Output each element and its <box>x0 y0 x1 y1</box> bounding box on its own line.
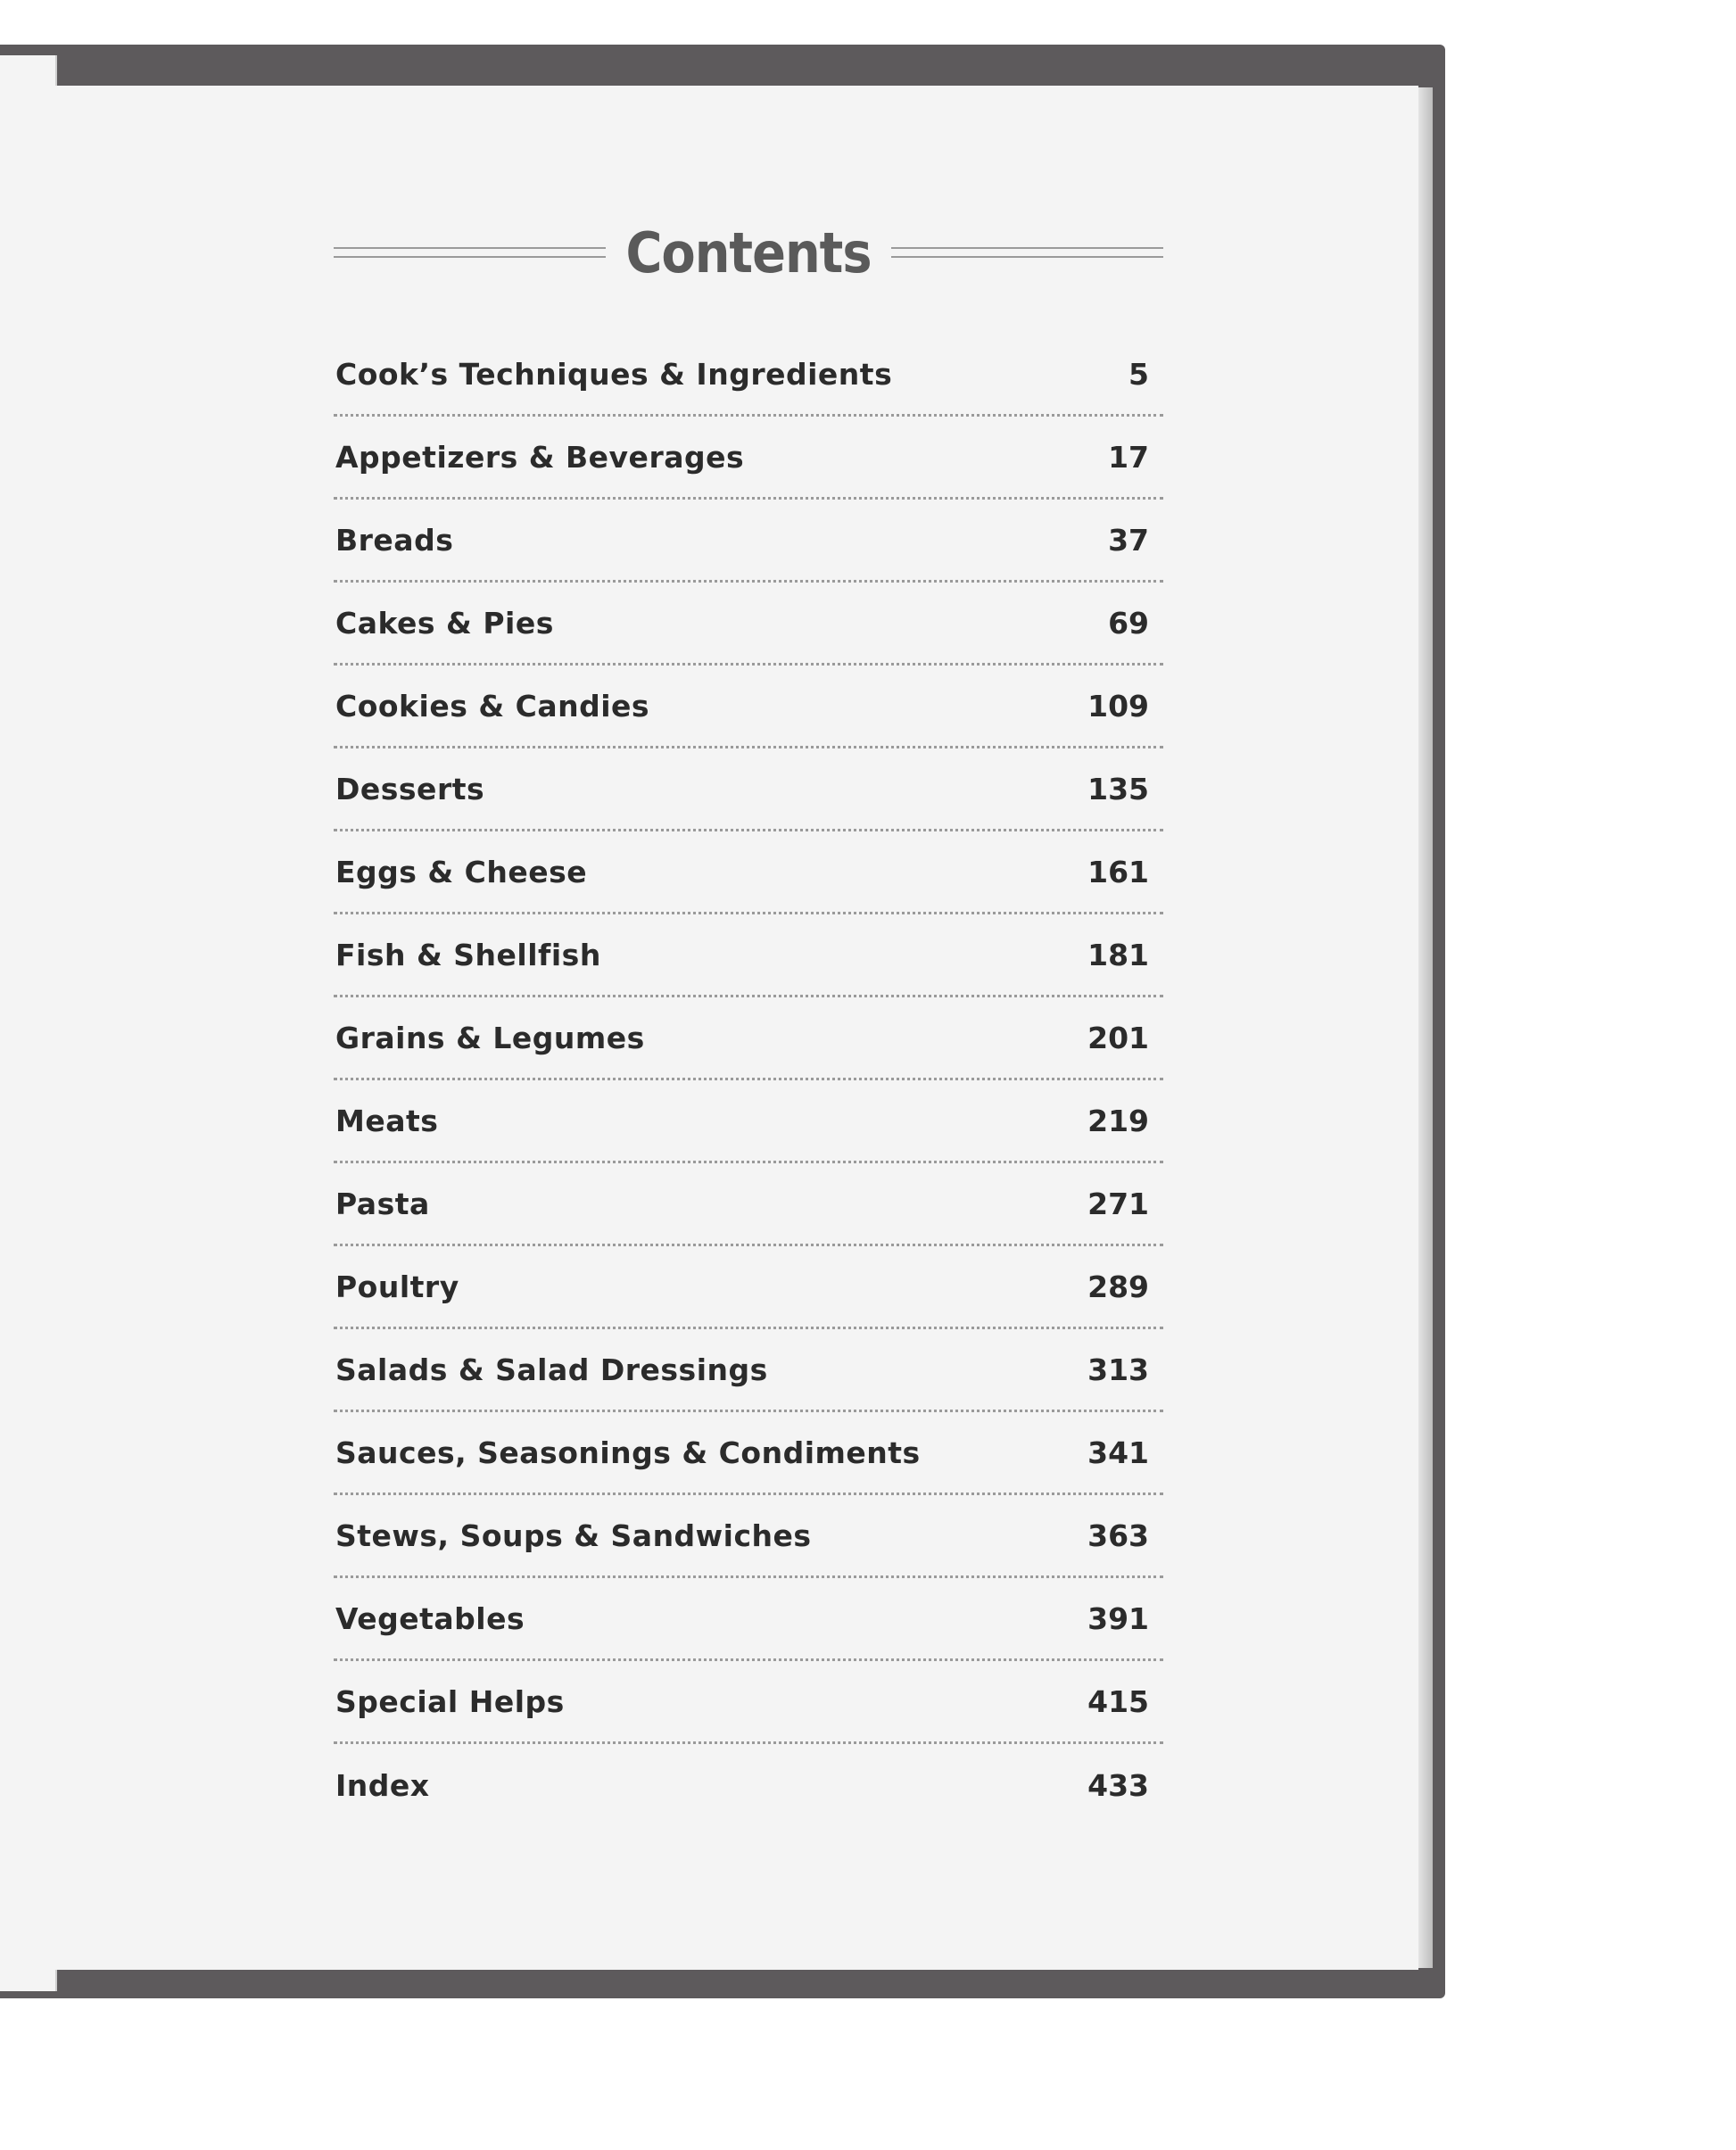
toc-entry-page-number: 181 <box>1087 937 1149 972</box>
left-page-edge <box>0 55 57 1991</box>
toc-list <box>334 334 1163 1827</box>
toc-entry <box>334 1578 1163 1661</box>
toc-entry <box>334 1163 1163 1246</box>
toc-entry <box>334 914 1163 997</box>
toc-entry <box>334 500 1163 583</box>
toc-entry-page-number: 69 <box>1108 605 1149 641</box>
toc-entry <box>334 1412 1163 1495</box>
toc-entry-page-number: 109 <box>1087 688 1149 724</box>
toc-entry-page-number: 219 <box>1087 1103 1149 1138</box>
table-of-contents <box>334 214 1163 1827</box>
toc-entry-label: Cookies & Candies <box>335 688 650 724</box>
toc-entry <box>334 1495 1163 1578</box>
toc-entry-page-number: 433 <box>1087 1768 1149 1803</box>
page-block-edge <box>1417 87 1433 1968</box>
toc-entry <box>334 1246 1163 1329</box>
toc-entry <box>334 1080 1163 1163</box>
toc-entry-label: Salads & Salad Dressings <box>335 1352 768 1387</box>
toc-entry-label: Index <box>335 1768 430 1803</box>
toc-entry <box>334 831 1163 914</box>
toc-entry-label: Cakes & Pies <box>335 605 554 641</box>
toc-entry-page-number: 391 <box>1087 1600 1149 1636</box>
toc-entry-page-number: 341 <box>1087 1435 1149 1470</box>
toc-entry <box>334 417 1163 500</box>
title-rule-left <box>334 247 606 258</box>
toc-entry-page-number: 17 <box>1108 439 1149 475</box>
toc-entry-page-number: 5 <box>1128 356 1149 392</box>
toc-entry <box>334 334 1163 417</box>
toc-entry <box>334 997 1163 1080</box>
toc-entry-page-number: 363 <box>1087 1517 1149 1553</box>
title-row <box>334 214 1163 291</box>
toc-entry-label: Eggs & Cheese <box>335 854 588 889</box>
toc-entry-page-number: 313 <box>1087 1352 1149 1387</box>
toc-entry-label: Pasta <box>335 1186 430 1221</box>
toc-entry-page-number: 161 <box>1087 854 1149 889</box>
toc-entry-page-number: 201 <box>1087 1020 1149 1055</box>
toc-entry <box>334 1661 1163 1744</box>
toc-entry-page-number: 135 <box>1087 771 1149 806</box>
toc-entry <box>334 1329 1163 1412</box>
toc-entry-label: Fish & Shellfish <box>335 937 601 972</box>
toc-entry-label: Meats <box>335 1103 439 1138</box>
toc-entry-label: Poultry <box>335 1269 459 1304</box>
toc-entry-label: Cook’s Techniques & Ingredients <box>335 356 893 392</box>
toc-entry-page-number: 271 <box>1087 1186 1149 1221</box>
toc-entry <box>334 748 1163 831</box>
toc-entry <box>334 666 1163 748</box>
toc-entry-label: Desserts <box>335 771 485 806</box>
toc-entry-label: Grains & Legumes <box>335 1020 645 1055</box>
page-title: Contents <box>625 219 872 285</box>
toc-entry-label: Special Helps <box>335 1683 565 1719</box>
title-rule-right <box>891 247 1163 258</box>
toc-entry-label: Sauces, Seasonings & Condiments <box>335 1435 921 1470</box>
toc-entry-label: Appetizers & Beverages <box>335 439 745 475</box>
toc-entry-page-number: 289 <box>1087 1269 1149 1304</box>
toc-entry-label: Breads <box>335 522 454 558</box>
toc-entry-label: Stews, Soups & Sandwiches <box>335 1517 812 1553</box>
toc-entry-label: Vegetables <box>335 1600 525 1636</box>
toc-entry-page-number: 37 <box>1108 522 1149 558</box>
toc-entry <box>334 1744 1163 1827</box>
toc-entry <box>334 583 1163 666</box>
toc-entry-page-number: 415 <box>1087 1683 1149 1719</box>
